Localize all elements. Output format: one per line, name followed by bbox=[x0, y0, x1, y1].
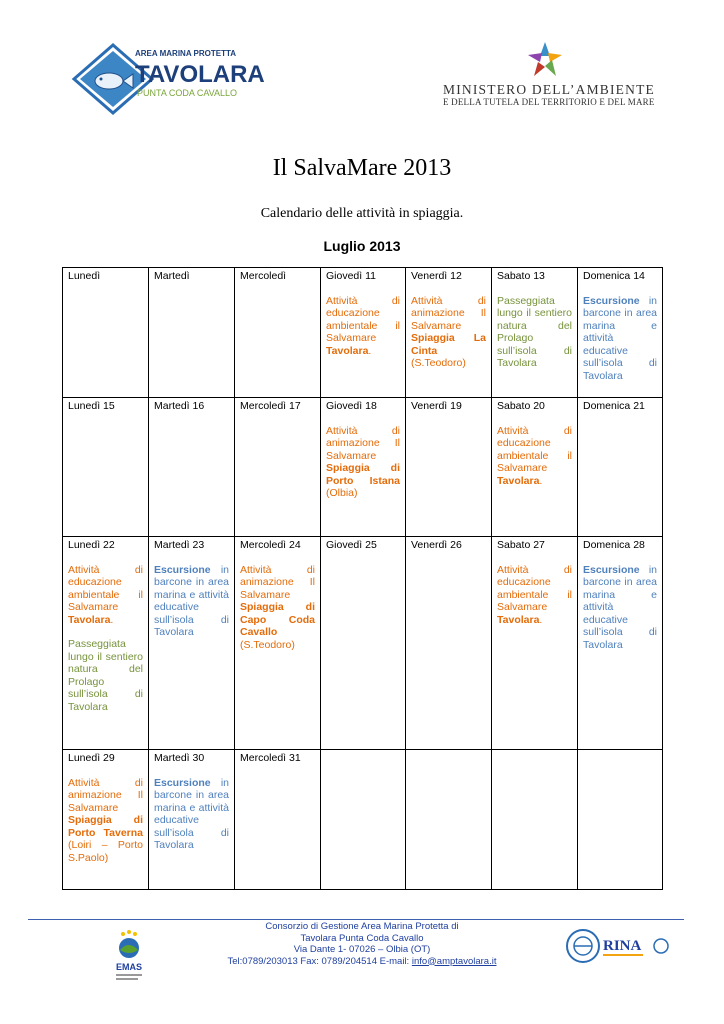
calendar-cell bbox=[235, 537, 321, 750]
day-label: Giovedì 18 bbox=[326, 400, 377, 412]
activity-animation: Attività di animazione Il Salvamare Spiaggia La Cinta (S.Teodoro) bbox=[411, 294, 486, 369]
calendar-cell bbox=[578, 537, 663, 750]
activity-excursion: Escursione in barcone in area marina e attività educative sull’isola di Tavolara bbox=[583, 294, 657, 382]
page-header bbox=[0, 0, 724, 120]
calendar-cell bbox=[492, 268, 578, 398]
calendar-cell bbox=[492, 537, 578, 750]
calendar-cell bbox=[149, 268, 235, 398]
day-label: Giovedì 25 bbox=[326, 539, 377, 551]
page-subtitle: Calendario delle attività in spiaggia. bbox=[260, 206, 464, 221]
email-link[interactable]: info@amptavolara.it bbox=[411, 955, 497, 967]
svg-text:RINA: RINA bbox=[603, 938, 642, 954]
svg-text:AREA MARINA PROTETTA: AREA MARINA PROTETTA bbox=[135, 49, 237, 58]
day-label: Lunedì 22 bbox=[68, 539, 115, 551]
amp-tavolara-logo bbox=[73, 44, 265, 114]
calendar-cell bbox=[321, 750, 406, 890]
day-label: Martedì bbox=[154, 270, 190, 282]
calendar-cell bbox=[321, 268, 406, 398]
activity-excursion: Escursione in barcone in area marina e attività educative sull’isola di Tavolara bbox=[154, 776, 229, 851]
activity-education: Attività di educazione ambientale il Salvamare Tavolara. bbox=[497, 424, 572, 487]
calendar-cell bbox=[492, 398, 578, 537]
page-title: Il SalvaMare 2013 bbox=[272, 155, 452, 181]
svg-text:EMAS: EMAS bbox=[115, 962, 143, 972]
day-label: Domenica 14 bbox=[583, 270, 645, 282]
day-label: Giovedì 11 bbox=[326, 270, 377, 282]
calendar-cell bbox=[578, 750, 663, 890]
ministry-name: MINISTERO DELL’AMBIENTE bbox=[443, 82, 655, 97]
calendar-cell bbox=[578, 398, 663, 537]
day-label: Lunedì 15 bbox=[68, 400, 115, 412]
calendar-cell bbox=[235, 268, 321, 398]
day-label: Martedì 16 bbox=[154, 400, 205, 412]
activity-animation: Attività di animazione Il Salvamare Spiaggia di Capo Coda Cavallo (S.Teodoro) bbox=[240, 563, 315, 651]
day-label: Sabato 27 bbox=[497, 539, 545, 551]
activity-education: Attività di educazione ambientale il Salvamare Tavolara. bbox=[326, 294, 400, 357]
calendar-cell bbox=[406, 268, 492, 398]
day-label: Martedì 30 bbox=[154, 752, 205, 764]
calendar-cell bbox=[235, 750, 321, 890]
calendar-cell bbox=[492, 750, 578, 890]
calendar-week-2 bbox=[63, 398, 663, 537]
day-label: Sabato 13 bbox=[497, 270, 545, 282]
calendar-cell bbox=[321, 537, 406, 750]
activity-excursion: Escursione in barcone in area marina e attività educative sull’isola di Tavolara bbox=[154, 563, 229, 638]
day-label: Mercoledì 17 bbox=[240, 400, 301, 412]
footer-divider bbox=[28, 919, 684, 920]
calendar-table bbox=[62, 267, 663, 890]
day-label: Venerdì 12 bbox=[411, 270, 462, 282]
activity-excursion: Escursione in barcone in area marina e attività educative sull’isola di Tavolara bbox=[583, 563, 657, 651]
calendar-cell bbox=[578, 268, 663, 398]
day-label: Venerdì 26 bbox=[411, 539, 462, 551]
activity-walk: Passeggiata lungo il sentiero natura del Prolago sull’isola di Tavolara bbox=[68, 638, 143, 713]
ministry-subtitle: E DELLA TUTELA DEL TERRITORIO E DEL MARE bbox=[443, 97, 655, 107]
calendar-week-1 bbox=[63, 268, 663, 398]
day-label: Mercoledì bbox=[240, 270, 287, 282]
calendar-cell bbox=[406, 750, 492, 890]
footer-address: Consorzio di Gestione Area Marina Protetta di Tavolara Punta Coda Cavallo Via Dante 1- 07026 – Olbia (OT) Tel:0789/203013 Fax: 0789/204514 E-mail: info@amptavolara.it bbox=[227, 921, 497, 967]
day-label: Martedì 23 bbox=[154, 539, 205, 551]
calendar-week-4 bbox=[63, 750, 663, 890]
day-label: Venerdì 19 bbox=[411, 400, 462, 412]
day-label: Sabato 20 bbox=[497, 400, 545, 412]
calendar-cell bbox=[406, 537, 492, 750]
calendar-cell bbox=[235, 398, 321, 537]
day-label: Domenica 21 bbox=[583, 400, 645, 412]
activity-walk: Passeggiata lungo il sentiero natura del Prolago sull’isola di Tavolara bbox=[497, 294, 572, 369]
calendar-cell bbox=[321, 398, 406, 537]
calendar-cell bbox=[63, 537, 149, 750]
calendar-cell bbox=[149, 750, 235, 890]
calendar-cell bbox=[63, 750, 149, 890]
activity-education: Attività di educazione ambientale il Salvamare Tavolara. bbox=[68, 563, 143, 626]
day-label: Mercoledì 24 bbox=[240, 539, 301, 551]
day-label: Lunedì bbox=[68, 270, 101, 282]
calendar-cell bbox=[149, 537, 235, 750]
calendar-cell bbox=[63, 268, 149, 398]
day-label: Domenica 28 bbox=[583, 539, 645, 551]
svg-text:TAVOLARA: TAVOLARA bbox=[135, 61, 265, 88]
activity-education: Attività di educazione ambientale il Salvamare Tavolara. bbox=[497, 563, 572, 626]
calendar-week-3 bbox=[63, 537, 663, 750]
activity-animation: Attività di animazione Il Salvamare Spiaggia di Porto Istana (Olbia) bbox=[326, 424, 400, 499]
day-label: Lunedì 29 bbox=[68, 752, 115, 764]
calendar-cell bbox=[406, 398, 492, 537]
activity-animation: Attività di animazione Il Salvamare Spiaggia di Porto Taverna (Loiri – Porto S.Paolo) bbox=[68, 776, 143, 864]
calendar-cell bbox=[149, 398, 235, 537]
day-label: Mercoledì 31 bbox=[240, 752, 301, 764]
ministry-logo bbox=[443, 42, 683, 112]
calendar-cell bbox=[63, 398, 149, 537]
star-emblem-icon bbox=[528, 42, 562, 78]
rina-certification-logo bbox=[565, 926, 675, 966]
svg-text:PUNTA CODA CAVALLO: PUNTA CODA CAVALLO bbox=[137, 88, 238, 98]
month-heading: Luglio 2013 bbox=[323, 238, 401, 254]
